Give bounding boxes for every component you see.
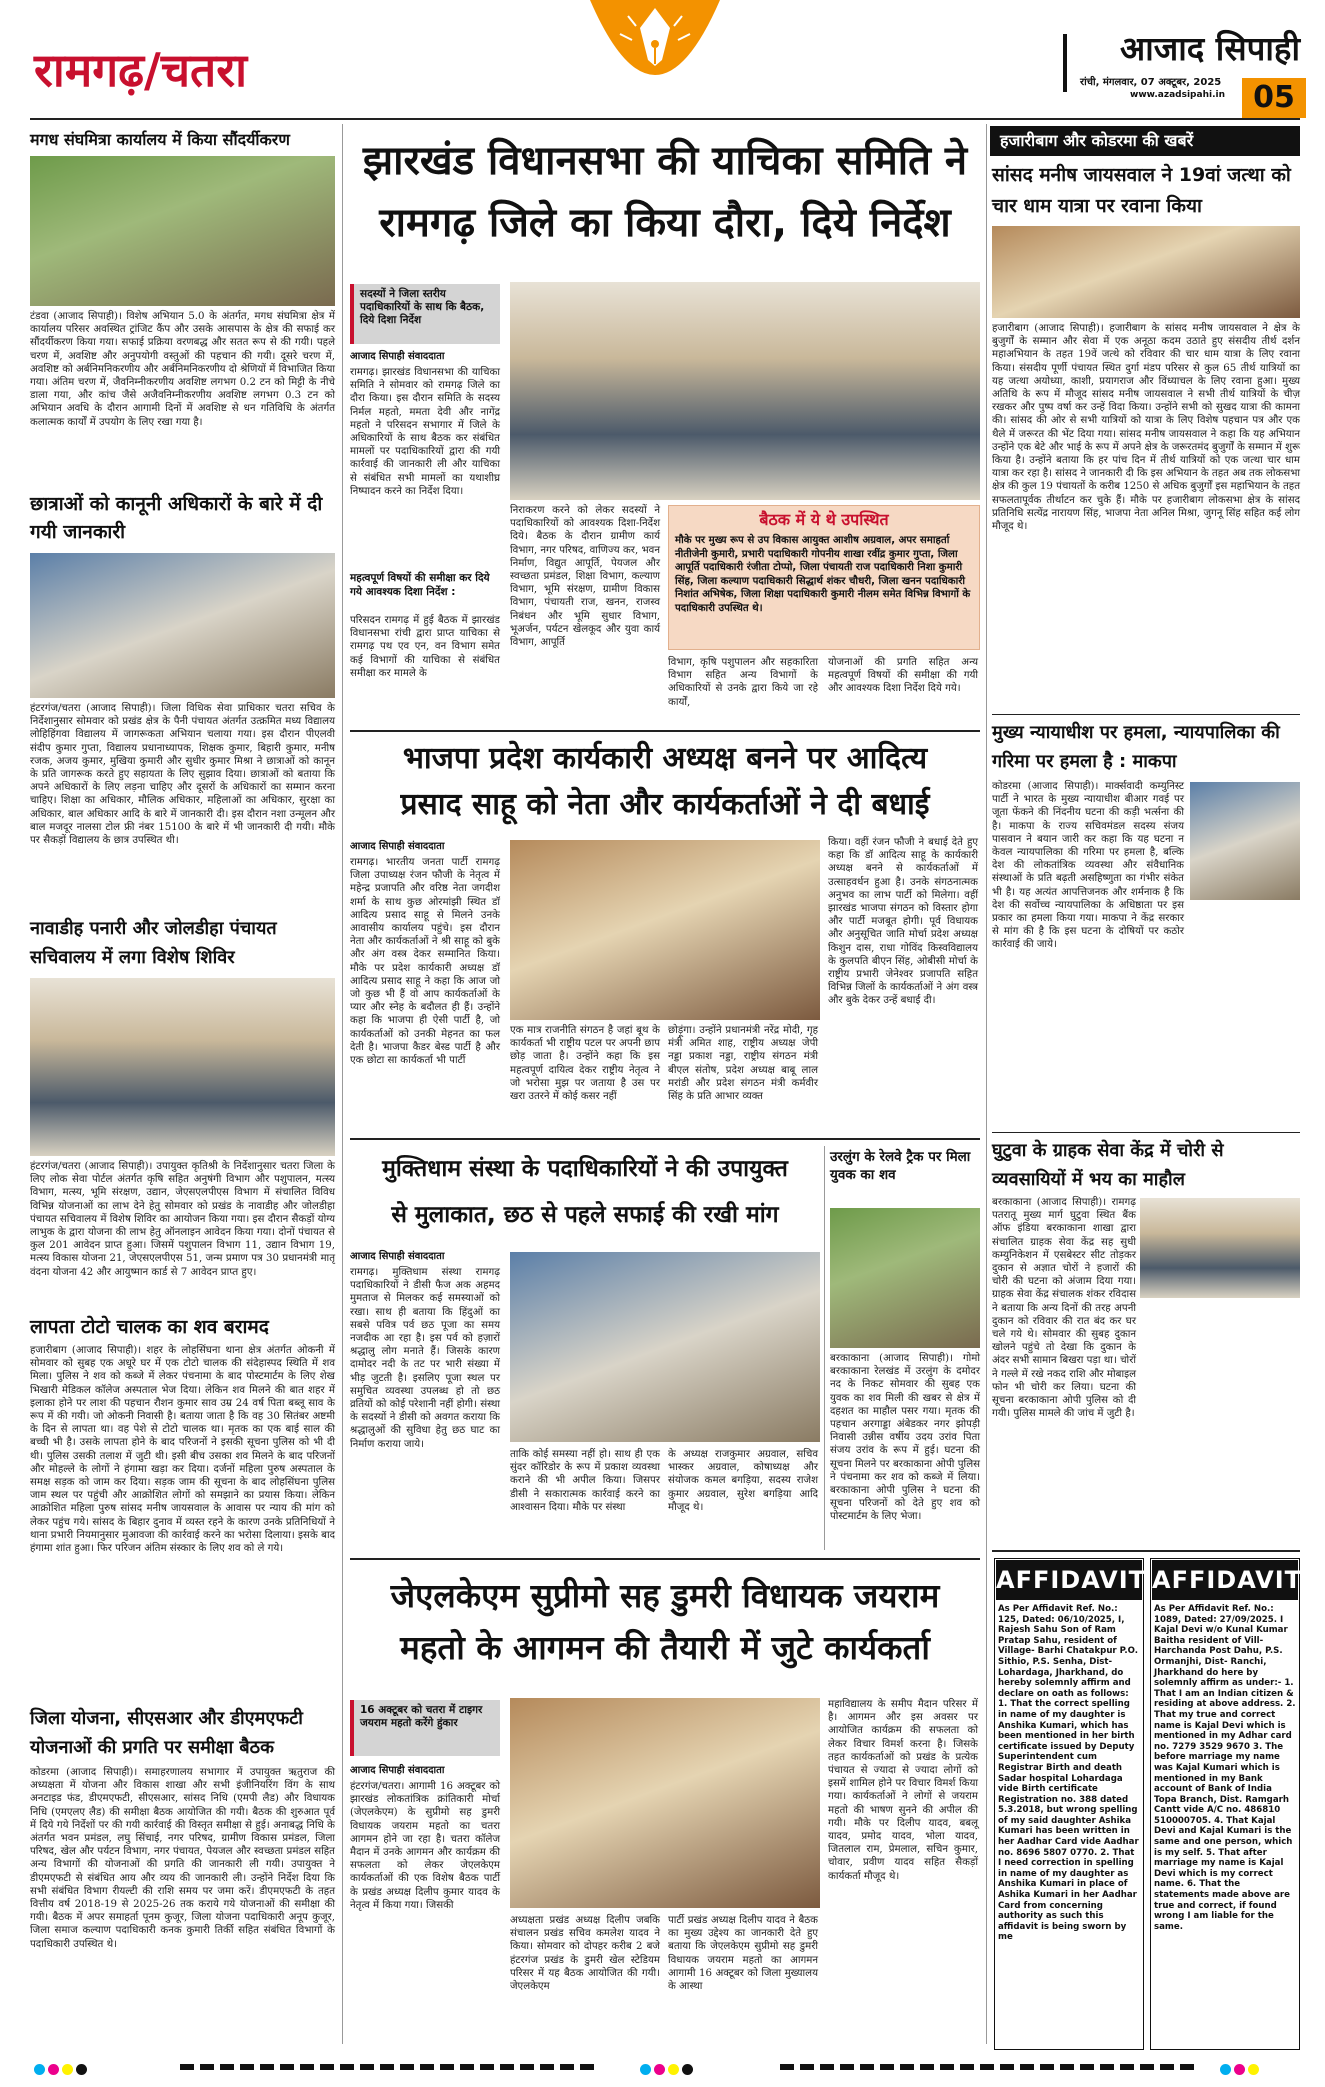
left-story4-headline: लापता टोटो चालक का शव बरामद	[30, 1316, 269, 1338]
left-column-divider	[342, 124, 343, 2044]
registration-marks-right	[1220, 2060, 1300, 2074]
jlkm-col4: महाविद्यालय के समीप मैदान परिसर में है। आगमन और इस अवसर पर आयोजित कार्यक्रम की सफलता को लेकर विचार विमर्श करना है। जिसके तहत कार्यकर्ताओं को प्रखंड के प्रत्येक पंचायत से ज्यादा से ज्यादा लोगों को इसमें शामिल होने पर विचार विमर्श किया गया। कार्यकर्ताओं ने लोगों से जयराम महतो की भाषण सुनने की अपील की गयी। मौके पर दिलीप यादव, बबलू यादव, प्रमोद यादव, भोला यादव, जितलाल राम, प्रेमलाल, सचिन कुमार, चोवार, प्रवीण यादव सहित सैकड़ों कार्यकर्ता मौजूद थे।	[828, 1699, 978, 1882]
bjp-col1: रामगढ़। भारतीय जनता पार्टी रामगढ़ जिला उपाध्यक्ष रंजन फौजी के नेतृत्व में महेन्द्र प्रजापति और वरिष्ठ नेता जगदीश शर्मा के साथ कुछ ओरमांझी स्थित डॉ आदित्य प्रसाद साहू से मिलने उनके आवासीय कार्यालय पहुंचे। इस दौरान नेता और कार्यकर्ताओं ने श्री साहू को बुके और अंग वस्त्र देकर सम्मानित किया। मौके पर प्रदेश कार्यकारी अध्यक्ष डॉ आदित्य प्रसाद साहू ने कहा कि आज जो जो कुछ भी हैं वो आप कार्यकर्ताओं के प्यार और स्नेह के बदौलत ही हैं। उन्होंने कहा कि भाजपा ही ऐसी पार्टी है, जो कार्यकर्ताओं को उनकी मेहनत का फल देती है। भाजपा कैडर बेस्ड पार्टी है और एक छोटा सा कार्यकर्ता भी पार्टी	[350, 857, 500, 1067]
lead-col1: रामगढ़। झारखंड विधानसभा की याचिका समिति ने सोमवार को रामगढ़ जिले का दौरा किया। इस दौरान समिति के सदस्य निर्मल महतो, ममता देवी और नागेंद्र महतो ने परिसदन सभागार में जिले के अधिकारियों के साथ बैठक कर संबंधित मामलों पर पदाधिकारियों द्वारा की गयी कार्रवाई की जानकारी ली और याचिका से संबंधित सभी मामलों का यथाशीघ्र निष्पादन करने का निर्देश दिया।	[350, 367, 500, 497]
lead-bottom-rule	[350, 730, 980, 732]
affidavit1-body: As Per Affidavit Ref. No.: 125, Dated: 06/10/2025, I, Rajesh Sahu Son of Ram Pratap Sahu, resident of Village- Barhi Chatakpur P.O. Sithio, P.S. Senha, Dist- Lohardaga, Jharkhand, do hereby solemnly affirm and declare on oath as follows: 1. That the correct spelling in name of my daughter is Anshika Kumari, which has been mentioned in her birth certificate issued by Deputy Superintendent cum Registrar Birth and death Sadar hospital Lohardaga vide Birth certificate Registration no. 388 dated 5.3.2018, but wrong spelling of my said daughter Ashika Kumari has been written in her Aadhar Card vide Aadhar no. 8696 5807 0770. 2. That I need correction in spelling in name of my daughter as Anshika Kumari in place of Ashika Kumari in her Aadhar Card from concerning authority as such this affidavit is being sworn by me	[998, 1604, 1139, 1943]
bjp-col4: किया। वहीं रंजन फौजी ने बधाई देते हुए कहा कि डॉ आदित्य साहू के कार्यकारी अध्यक्ष बनने से कार्यकर्ताओं में उत्साहवर्धन हुआ है। उनके संगठनात्मक अनुभव का लाभ पार्टी को मिलेगा। वहीं झारखंड भाजपा संगठन को विस्तार होगा और पार्टी मजबूत होगी। पूर्व विधायक और अनुसूचित जाति मोर्चा प्रदेश अध्यक्ष किशुन दास, राधा गोविंद किस्वविद्यालय के कुलपति बीएन सिंह, ओबीसी मोर्चा के राष्ट्रीय प्रभारी जेनेश्वर प्रजापति सहित विभिन्न जिलों के कार्यकर्ताओं ने अंग वस्त्र और बुके देकर उन्हें बधाई दी।	[828, 837, 978, 1007]
right-story3-body-cont	[992, 1306, 1300, 1544]
left-story5-headline: जिला योजना, सीएसआर और डीएमएफटी योजनाओं की प्रगति पर समीक्षा बैठक	[30, 1708, 303, 1758]
bjp-photo	[510, 840, 820, 1020]
affidavit1-title: AFFIDAVIT	[996, 1560, 1142, 1600]
affidavit2-body: As Per Affidavit Ref. No.: 1089, Dated: 27/09/2025. I Kajal Devi w/o Kunal Kumar Baitha resident of Vill- Harchanda Post Dahu, P.S. Ormanjhi, Dist- Ranchi, Jharkhand do here by solemnly affirm as under:- 1. That I am an Indian citizen & residing at above address. 2. That my true and correct name is Kajal Devi which is mentioned in my Adhar card no. 7279 3529 9670 3. The before marriage my name was Kajal Kumari which is mentioned in my Bank account of Bank of India Topa Branch, Dist. Ramgarh Cantt vide A/C no. 486810 510000705. 4. That Kajal Devi and Kajal Kumari is the same and one person, which is my self. 5. That after marriage my name is Kajal Devi which is my correct name. 6. That the statements made above are true and correct, if found wrong I am liable for the same.	[1154, 1604, 1296, 1932]
lead-byline: आजाद सिपाही संवाददाता	[350, 351, 445, 362]
lead-attendees-title: बैठक में ये थे उपस्थित	[759, 510, 889, 529]
right-story2-body: कोडरमा (आजाद सिपाही)। मार्क्सवादी कम्युनिस्ट पार्टी ने भारत के मुख्य न्यायाधीश बीआर गवई पर जूता फेंकने की निंदनीय घटना की कड़ी भर्त्सना की है। माकपा के राज्य सचिवमंडल सदस्य संजय पासवान ने बयान जारी कर कहा कि यह घटना न केवल न्यायपालिका की गरिमा पर हमला है, बल्कि देश की लोकतांत्रिक व्यवस्था और संवैधानिक संस्थाओं के प्रति बढ़ती असहिष्णुता का गंभीर संकेत भी है। यह अत्यंत आपत्तिजनक और शर्मनाक है कि देश की सर्वोच्च न्यायपालिका के अधिष्ठाता पर इस प्रकार का हमला किया गया। माकपा ने केंद्र सरकार से मांग की है कि इस घटना के दोषियों पर कठोर कार्रवाई की जाये।	[992, 781, 1184, 951]
registration-marks-center	[640, 2060, 760, 2074]
lead-headline-line1: झारखंड विधानसभा की याचिका समिति ने	[362, 138, 968, 184]
jlkm-subhead: 16 अक्टूबर को चतरा में टाइगर जयराम महतो करेंगे हुंकार	[350, 1700, 500, 1756]
masthead-rule	[30, 118, 1300, 120]
left-story3-body: हंटरगंज/चतरा (आजाद सिपाही)। उपायुक्त कृतिश्री के निर्देशानुसार चतरा जिला के लिए लोक सेवा पोर्टल अंतर्गत कृषि सहित अनुषंगी विभाग और पशुपालन, मत्स्य विभाग, मत्स्य, भूमि संरक्षण, उद्यान, जेएसएलपीएस विभाग में संचालित विविध विभिन्न योजनाओं का लाभ देने हेतु सोमवार को प्रखंड के नावाडीह और जोलडीहा पंचायत सचिवालय में विशेष शिविर का आयोजन किया गया। इस दौरान सैकड़ों योग्य लाभुक के द्वारा योजना की लाभ हेतु ऑनलाइन आवेदन किया गया। दोनों पंचायत से कुल 201 आवेदन प्राप्त हुआ। जिसमें पशुपालन विभाग 11, उद्यान विभाग 19, मत्स्य विकास योजना 21, जेएसएलपीएस 51, जन्म प्रमाण पत्र 30 प्रधानमंत्री मातृ वंदना योजना 42 और आयुष्मान कार्ड से 7 आवेदन प्राप्त हुए।	[30, 1161, 335, 1278]
lead-col2: निराकरण करने को लेकर सदस्यों ने पदाधिकारियों को आवश्यक दिशा-निर्देश दिये। बैठक के दौरान ग्रामीण कार्य विभाग, नगर परिषद, वाणिज्य कर, भवन निर्माण, विद्युत आपूर्ति, पेयजल और स्वच्छता प्रमंडल, शिक्षा विभाग, कल्याण विभाग, भूमि संरक्षण, ग्रामीण विकास विभाग, पंचायती राज, खनन, राजस्व निबंधन और भूमि सुधार विभाग, भूअर्जन, पर्यटन खेलकूद और युवा कार्य विभाग, आपूर्ति	[510, 505, 660, 649]
right-story3-rule	[992, 1550, 1300, 1552]
urlung-body: बरकाकाना (आजाद सिपाही)। गोमो बरकाकाना रेलखंड में उरलुंग के दमोदर नद के निकट सोमवार की सुबह एक युवक का शव मिली की खबर से क्षेत्र में दहशत का माहौल पसर गया। मृतक की पहचान अरगाड्डा अंबेडकर नगर झोपड़ी निवासी उन्नीस वर्षीय उदय उरांव पिता संजय उरांव के रूप में हुई। घटना की सूचना मिलने पर बरकाकाना ओपी पुलिस ने पंचनामा कर शव को कब्जे में लिया। बरकाकाना ओपी पुलिस ने घटना की सूचना परिजनों को देते हुए शव को पोस्टमार्टम के लिए भेजा।	[830, 1353, 980, 1523]
lead-headline-line2: रामगढ़ जिले का किया दौरा, दिये निर्देश	[379, 200, 951, 246]
mukti-col1: रामगढ़। मुक्तिधाम संस्था रामगढ़ पदाधिकारियों ने डीसी फैज अक अहमद मुमताज से मिलकर कई समस्याओं को रखा। साथ ही बताया कि हिंदुओं का सबसे पवित्र पर्व छठ पूजा का समय नजदीक आ रहा है। इस पर्व को हज़ारों श्रद्धालु लोग मनाते हैं। जिसके कारण दामोदर नदी के तट पर भारी संख्या में भीड़ जुटती है। इसलिए पूजा स्थल पर समुचित व्यवस्था उपलब्ध हो तो छठ व्रतियों को कोई परेशानी नहीं होगी। संस्था के सदस्यों ने डीसी को अवगत कराया कि श्रद्धालुओं की सुविधा हेतु छठ घाट का निर्माण कराया जाये।	[350, 1267, 500, 1450]
urlung-photo	[830, 1208, 980, 1348]
urlung-headline: उरलुंग के रेलवे ट्रैक पर मिला युवक का शव	[830, 1149, 971, 1183]
right-story1-body: हजारीबाग (आजाद सिपाही)। हजारीबाग के सांसद मनीष जायसवाल ने क्षेत्र के बुजुर्गों के सम्मान और सेवा में एक अनूठा कदम उठाते हुए संसदीय तीर्थ दर्शन महाअभियान के तहत 19वें जत्थे को रविवार की चार धाम यात्रा के लिए रवाना किया। संसदीय पूर्णी पंचायत स्थित दुर्गा मंडप परिसर से कुल 65 तीर्थ यात्रियों का यह जत्था अयोध्या, काशी, प्रयागराज और विंध्याचल के लिए रवाना हुआ। मुख्य अतिथि के रूप में मौजूद सांसद मनीष जायसवाल ने सभी तीर्थ यात्रियों के चीज़ रखकर और पुष्प वर्षा कर उन्हें विदा किया। उन्होंने सभी को सुखद यात्रा की कामना की। सांसद की ओर से सभी यात्रियों को यात्रा के लिए विशेष पहचान पत्र और एक थैले में जरूरत की भेंट दिया गया। सांसद मनीष जायसवाल ने कहा कि यह अभियान उन्होंने एक बेटे और भाई के रूप में अपने क्षेत्र के जरूरतमंद बुजुर्गों के सम्मान में शुरू किया है। उन्होंने बताया कि हर पांच दिन में तीर्थ यात्रियों को एक जत्था चार धाम यात्रा कर रहा है। सांसद ने जानकारी दी कि इस अभियान के तहत अब तक लोकसभा क्षेत्र की कुल 19 पंचायतों के करीब 1250 से अधिक बुजुर्गों इस महाभियान के तहत सफलतापूर्वक तीर्थाटन कर चुके हैं। मौके पर हजारीबाग लोकसभा क्षेत्र के सांसद प्रतिनिधि सत्येंद्र नारायण सिंह, भाजपा नेता अनिल मिश्रा, जुगनू सिंह सहित कई लोग मौजूद थे।	[992, 323, 1300, 533]
mukti-byline: आजाद सिपाही संवाददाता	[350, 1251, 445, 1262]
bjp-headline-line1: भाजपा प्रदेश कार्यकारी अध्यक्ष बनने पर आदित्य	[402, 741, 928, 776]
right-story2-rule	[992, 1132, 1300, 1133]
pen-nib-emblem	[580, 0, 730, 110]
lead-subhead: सदस्यों ने जिला स्तरीय पदाधिकारियों के साथ कि बैठक, दिये दिशा निर्देश	[350, 284, 500, 344]
right-story2-headline: मुख्य न्यायाधीश पर हमला, न्यायपालिका की गरिमा पर हमला है : माकपा	[992, 722, 1280, 772]
lead-col1-heading: महत्वपूर्ण विषयों की समीक्षा कर दिये गये आवश्यक दिशा निर्देश :	[350, 572, 490, 598]
paper-name: आजाद सिपाही	[1120, 29, 1300, 68]
right-column-divider	[986, 124, 987, 2044]
jlkm-headline-line2: महतो के आगमन की तैयारी में जुटे कार्यकर्ता	[400, 1628, 930, 1667]
jlkm-headline-line1: जेएलकेएम सुप्रीमो सह डुमरी विधायक जयराम	[390, 1576, 940, 1615]
registration-marks-left	[34, 2060, 154, 2074]
jlkm-col3: पार्टी प्रखंड अध्यक्ष दिलीप यादव ने बैठक का मुख्य उद्देश्य का जानकारी देते हुए बताया कि जेएलकेएम सुप्रीमो सह डुमरी विधायक जयराम महतो का आगमन आगामी 16 अक्टूबर को जिला मुख्यालय के आस्था	[668, 1915, 818, 1993]
affidavit2-title: AFFIDAVIT	[1152, 1560, 1298, 1600]
left-story2-photo	[30, 553, 335, 698]
bjp-col3: छोड़ूंगा। उन्होंने प्रधानमंत्री नरेंद्र मोदी, गृह मंत्री अमित शाह, राष्ट्रीय अध्यक्ष जेपी नड्डा प्रकाश नड्डा, राष्ट्रीय संगठन मंत्री बीएल संतोष, प्रदेश अध्यक्ष बाबू लाल मरांडी और प्रदेश संगठन मंत्री कर्मवीर सिंह के प्रति आभार व्यक्त	[668, 1025, 818, 1103]
footer-bar-right	[780, 2064, 1200, 2070]
left-story3-headline: नावाडीह पनारी और जोलडीहा पंचायत सचिवालय में लगा विशेष शिविर	[30, 918, 277, 968]
lead-photo	[510, 282, 980, 500]
lead-col1-rest: परिसदन रामगढ़ में हुई बैठक में झारखंड विधानसभा रांची द्वारा प्राप्त याचिका से रामगढ़ पथ एव एन, वन विभाग समेत कई विभागों की याचिका से संबंधित समीक्षा कर मामले के	[350, 615, 500, 679]
mukti-bottom-rule	[350, 1558, 980, 1560]
website: www.azadsipahi.in	[1130, 90, 1225, 100]
right-section-label: हजारीबाग और कोडरमा की खबरें	[990, 126, 1300, 156]
bjp-col2: एक मात्र राजनीति संगठन है जहां बूथ के कार्यकर्ता भी राष्ट्रीय पटल पर अपनी छाप छोड़ जाता है। उन्होंने कहा कि इस महत्वपूर्ण दायित्व देकर राष्ट्रीय नेतृत्व ने जो भरोसा मुझ पर जताया है उस पर खरा उतरने में कोई कसर नहीं	[510, 1025, 660, 1103]
jlkm-byline: आजाद सिपाही संवाददाता	[350, 1765, 445, 1776]
left-story1-photo	[30, 156, 335, 306]
section-title: रामगढ़/चतरा	[34, 43, 247, 97]
footer-bar-left	[180, 2064, 600, 2070]
lead-col4: योजनाओं की प्रगति सहित अन्य महत्वपूर्ण विषयों की समीक्षा की गयी और आवश्यक दिशा निर्देश दिये गये।	[828, 657, 978, 695]
left-story5-body: कोडरमा (आजाद सिपाही)। समाहरणालय सभागार में उपायुक्त ऋतुराज की अध्यक्षता में योजना और विकास शाखा और सभी इंजीनियरिंग विंग के साथ अनटाइड फंड, डीएमएफटी, सीएसआर, सांसद निधि (एमपी लैड) और विधायक निधि (एमएलए लैड) की समीक्षा बैठक आयोजित की गयी। बैठक की शुरुआत पूर्व में दिये गये निर्देशों पर की गयी कार्रवाई की विस्तृत समीक्षा से हुई। अनाबद्ध निधि के अंतर्गत भवन प्रमंडल, लघु सिंचाई, नगर परिषद, ग्रामीण विकास प्रमंडल, जिला परिषद, खेल और पर्यटन विभाग, नगर पंचायत, पेयजल और स्वच्छता प्रमंडल सहित अन्य विभागों की योजनाओं की प्रगति की जानकारी ली गयी। उपायुक्त ने डीएमएफटी से संबंधित आय और व्यय की जानकारी ली। उन्होंने निर्देश दिया कि सभी संबंधित विभाग रीयल्टी की राशि समय पर जमा करें। डीएमएफटी के तहत वित्तीय वर्ष 2018-19 से 2025-26 तक कराये गये योजनाओं की समीक्षा की गयी। बैठक में अपर समाहर्ता पूनम कुजूर, जिला योजना पदाधिकारी अनूप कुजूर, जिला समाज कल्याण पदाधिकारी कनक कुमारी तिर्की सहित संबंधित विभागों के पदाधिकारी उपस्थित थे।	[30, 1767, 335, 1950]
lead-attendees-text: मौके पर मुख्य रूप से उप विकास आयुक्त आशीष अग्रवाल, अपर समाहर्ता नीतीजेनी कुमारी, प्रभारी पदाधिकारी गोपनीय शाखा रवींद्र कुमार गुप्ता, जिला आपूर्ति पदाधिकारी रंजीता टोप्पो, जिला पंचायती राज पदाधिकारी निशा कुमारी सिंह, जिला कल्याण पदाधिकारी सिद्धार्थ शंकर चौधरी, जिला खनन पदाधिकारी निशांत अभिषेक, जिला शिक्षा पदाधिकारी कुमारी नीलम समेत विभिन्न विभागों के पदाधिकारी उपस्थित थे।	[675, 535, 971, 614]
right-story1-headline: सांसद मनीष जायसवाल ने 19वां जत्था को चार धाम यात्रा पर रवाना किया	[992, 164, 1291, 217]
lead-col3: विभाग, कृषि पशुपालन और सहकारिता विभाग सहित अन्य विभागों के अधिकारियों से उनके द्वारा किये जा रहे कार्यों,	[668, 657, 818, 708]
left-story2-body: हंटरगंज/चतरा (आजाद सिपाही)। जिला विधिक सेवा प्राधिकार चतरा सचिव के निर्देशानुसार सोमवार को प्रखंड क्षेत्र के पैनी पंचायत अंतर्गत उत्क्रमित मध्य विद्यालय लोहिहिंगवा विद्यालय में जागरूकता अभियान चलाया गया। इस दौरान पीएलवी संदीप कुमार गुप्ता, विद्यालय प्रधानाध्यापक, शिक्षक कुमार, बिहारी कुमार, मनीष रजक, अजय कुमार, मुखिया कुमारी और सुधीर कुमार मिश्रा ने छात्राओं को कानून के प्रति जागरूक करते हुए सहायता के लिए सुझाव दिया। छात्राओं को बताया कि अपने अधिकारों के लिए लड़ना चाहिए और दूसरों के अधिकारों का सम्मान करना चाहिए। शिक्षा का अधिकार, मौलिक अधिकार, महिलाओं का अधिकार, सुरक्षा का अधिकार, बाल अधिकार आदि के बारे में जानकारी दी। इस दौरान नशा उन्मूलन और बाल मजदूर नालसा टोल फ्री नंबर 15100 के बारे में भी जानकारी दी गयी। मौके पर सैकड़ों विद्यालय के छात्र उपस्थित थी।	[30, 703, 335, 847]
jlkm-col2: अध्यक्षता प्रखंड अध्यक्ष दिलीप जबकि संचालन प्रखंड सचिव कमलेश यादव ने किया। सोमवार को दोपहर करीब 2 बजे हंटरगंज प्रखंड के डुमरी खेल स्टेडियम परिसर में यह बैठक आयोजित की गयी। जेएलकेएम	[510, 1915, 660, 1993]
right-story3-headline: घुटुवा के ग्राहक सेवा केंद्र में चोरी से व्यवसायियों में भय का माहौल	[992, 1140, 1224, 1190]
page-number: 05	[1242, 78, 1306, 118]
dateline: रांची, मंगलवार, 07 अक्टूबर, 2025	[1080, 77, 1222, 88]
jlkm-col1: हंटरगंज/चतरा। आगामी 16 अक्टूबर को झारखंड लोकतांत्रिक क्रांतिकारी मोर्चा (जेएलकेएम) के सुप्रीमो सह डुमरी विधायक जयराम महतो का चतरा आगमन होने जा रहा है। चतरा कॉलेज मैदान में उनके आगमन और कार्यक्रम की सफलता को लेकर जेएलकेएम कार्यकर्ताओं की एक विशेष बैठक पार्टी के प्रखंड अध्यक्ष दिलीप कुमार यादव के नेतृत्व में किया गया। जिसकी	[350, 1781, 500, 1911]
bjp-headline-line2: प्रसाद साहू को नेता और कार्यकर्ताओं ने दी बधाई	[400, 787, 930, 822]
urlung-left-rule	[824, 1146, 825, 1550]
left-story1-headline: मगध संघमित्रा कार्यालय में किया सौंदर्यीकरण	[30, 130, 290, 149]
mukti-photo	[510, 1252, 820, 1442]
left-story1-body: टंडवा (आजाद सिपाही)। विशेष अभियान 5.0 के अंतर्गत, मगध संघमित्रा क्षेत्र में कार्यालय परिसर अवस्थित ट्रांजिट कैंप और उसके आसपास के क्षेत्र की सफाई कर सौंदर्यीकरण किया गया। सफाई प्रक्रिया वरणबद्ध और सतत रूप से की गयी। पहले चरण में, अवशिष्ट और अनुपयोगी वस्तुओं की पहचान की गयी। दूसरे चरण में, अवशिष्ट को अर्बनिमनिकरणीय और अर्बनिमनिकरणीय दो श्रेणियों में विभाजित किया गया। अंतिम चरण में, जैवनिम्नीकरणीय अवशिष्ट लगभग 0.2 टन को मिट्टी के नीचे डाला गया, और कांच जैसे अजैवनिम्नीकरणीय अवशिष्ट लगभग 0.3 टन को अभियान अवधि के दौरान आगामी दिनों में अवशिष्ट से धन गतिविधि के अंतर्गत कलात्मक कार्यों में उपयोग के लिए रखा गया है।	[30, 311, 335, 428]
masthead-left-bar	[1063, 34, 1067, 92]
mukti-headline-line1: मुक्तिधाम संस्था के पदाधिकारियों ने की उपायुक्त	[382, 1156, 788, 1182]
left-story3-photo	[30, 978, 335, 1156]
mukti-col3: के अध्यक्ष राजकुमार अग्रवाल, सचिव भास्कर अग्रवाल, कोषाध्यक्ष और संयोजक कमल बगड़िया, सदस्य राजेश कुमार अग्रवाल, सुरेश बगड़िया आदि मौजूद थे।	[668, 1449, 818, 1513]
jlkm-photo	[510, 1698, 820, 1908]
mukti-col2: ताकि कोई समस्या नहीं हो। साथ ही एक सुंदर कॉरिडोर के रूप में प्रकाश व्यवस्था कराने की भी अपील किया। जिसपर डीसी ने सकारात्मक कार्रवाई करने का आश्वासन दिया। मौके पर संस्था	[510, 1449, 660, 1513]
right-story3-body: बरकाकाना (आजाद सिपाही)। रामगढ़ पतरातू मुख्य मार्ग घुटुवा स्थित बैंक ऑफ इंडिया बरकाकाना शाखा द्वारा संचालित ग्राहक सेवा केंद्र सह सुधी कम्युनिकेशन में एसबेस्टर सीट तोड़कर दुकान से अज्ञात चोरों ने हजारों की चोरी की घटना को अंजाम दिया गया। ग्राहक सेवा केंद्र संचालक शंकर रविदास ने बताया कि अन्य दिनों की तरह अपनी दुकान को रविवार की रात बंद कर घर चले गये थे। सोमवार की सुबह दुकान खोलने पहुंचे तो देखा कि दुकान के अंदर सभी सामान बिखरा पड़ा था। चोरों ने गल्ले में रखे नकद राशि और मोबाइल फोन भी चोरी कर लिया। घटना की सूचना बरकाकाना ओपी पुलिस को दी गयी। पुलिस मामले की जांच में जुटी है।	[992, 1197, 1136, 1420]
right-story3-photo	[1140, 1198, 1300, 1298]
right-story1-photo	[992, 226, 1300, 318]
right-story2-photo	[1190, 782, 1300, 900]
bjp-bottom-rule	[350, 1138, 980, 1140]
bjp-byline: आजाद सिपाही संवाददाता	[350, 841, 445, 852]
left-story2-headline: छात्राओं को कानूनी अधिकारों के बारे में दी गयी जानकारी	[30, 493, 323, 543]
right-story1-rule	[992, 714, 1300, 715]
left-story4-body: हजारीबाग (आजाद सिपाही)। शहर के लोहसिंघना थाना क्षेत्र अंतर्गत ओकनी में सोमवार को सुबह एक अधूरे घर में एक टोटो चालक की संदेहास्पद स्थिति में शव मिला। पुलिस ने शव को कब्जे में लेकर पंचनामा के बाद पोस्टमार्टम के लिए शेख भिखारी मेडिकल कॉलेज अस्पताल भेज दिया। लेकिन शव मिलने की बात शहर में इलाका होने पर लाश की पहचान रौशन कुमार साव उम्र 24 वर्ष पिता बब्लू साव के रूप में की गयी। जो ओकनी निवासी है। बताया जाता है कि वह 30 सितंबर अष्टमी के दिन से लापता था। वह पेशे से टोटो चालक था। मृतक का एक बाई साल की बच्ची भी है। उसके लापता होने के बाद परिजनों ने इसकी सूचना पुलिस को भी दी थी। पुलिस उसकी तलाश में जुटी थी। इसी बीच उसका शव मिलने के बाद परिजनों और मोहल्ले के लोगों ने हंगामा खड़ा कर दिया। दर्जनों महिला पुरुष अस्पताल के समक्ष सड़क को जाम कर दिया। सड़क जाम की सूचना के बाद लोहसिंघना पुलिस जाम स्थल पर पहुंची और आक्रोशित लोगों को समझाने का प्रयास किया। लेकिन आक्रोशित महिला पुरुष सांसद मनीष जायसवाल के आवास पर न्याय की मांग को लेकर पहुंच गये। सांसद के बिहार दुनाव में व्यस्त रहने के कारण उनके प्रतिनिधियों ने थाना प्रभारी नियमानुसार मुआवजा की कार्रवाई करने का भरोसा दिलाया। इसके बाद हंगामा शांत हुआ। फिर परिजन अंतिम संस्कार के लिए शव को ले गये।	[30, 1345, 335, 1555]
mukti-headline-line2: से मुलाकात, छठ से पहले सफाई की रखी मांग	[391, 1202, 779, 1228]
